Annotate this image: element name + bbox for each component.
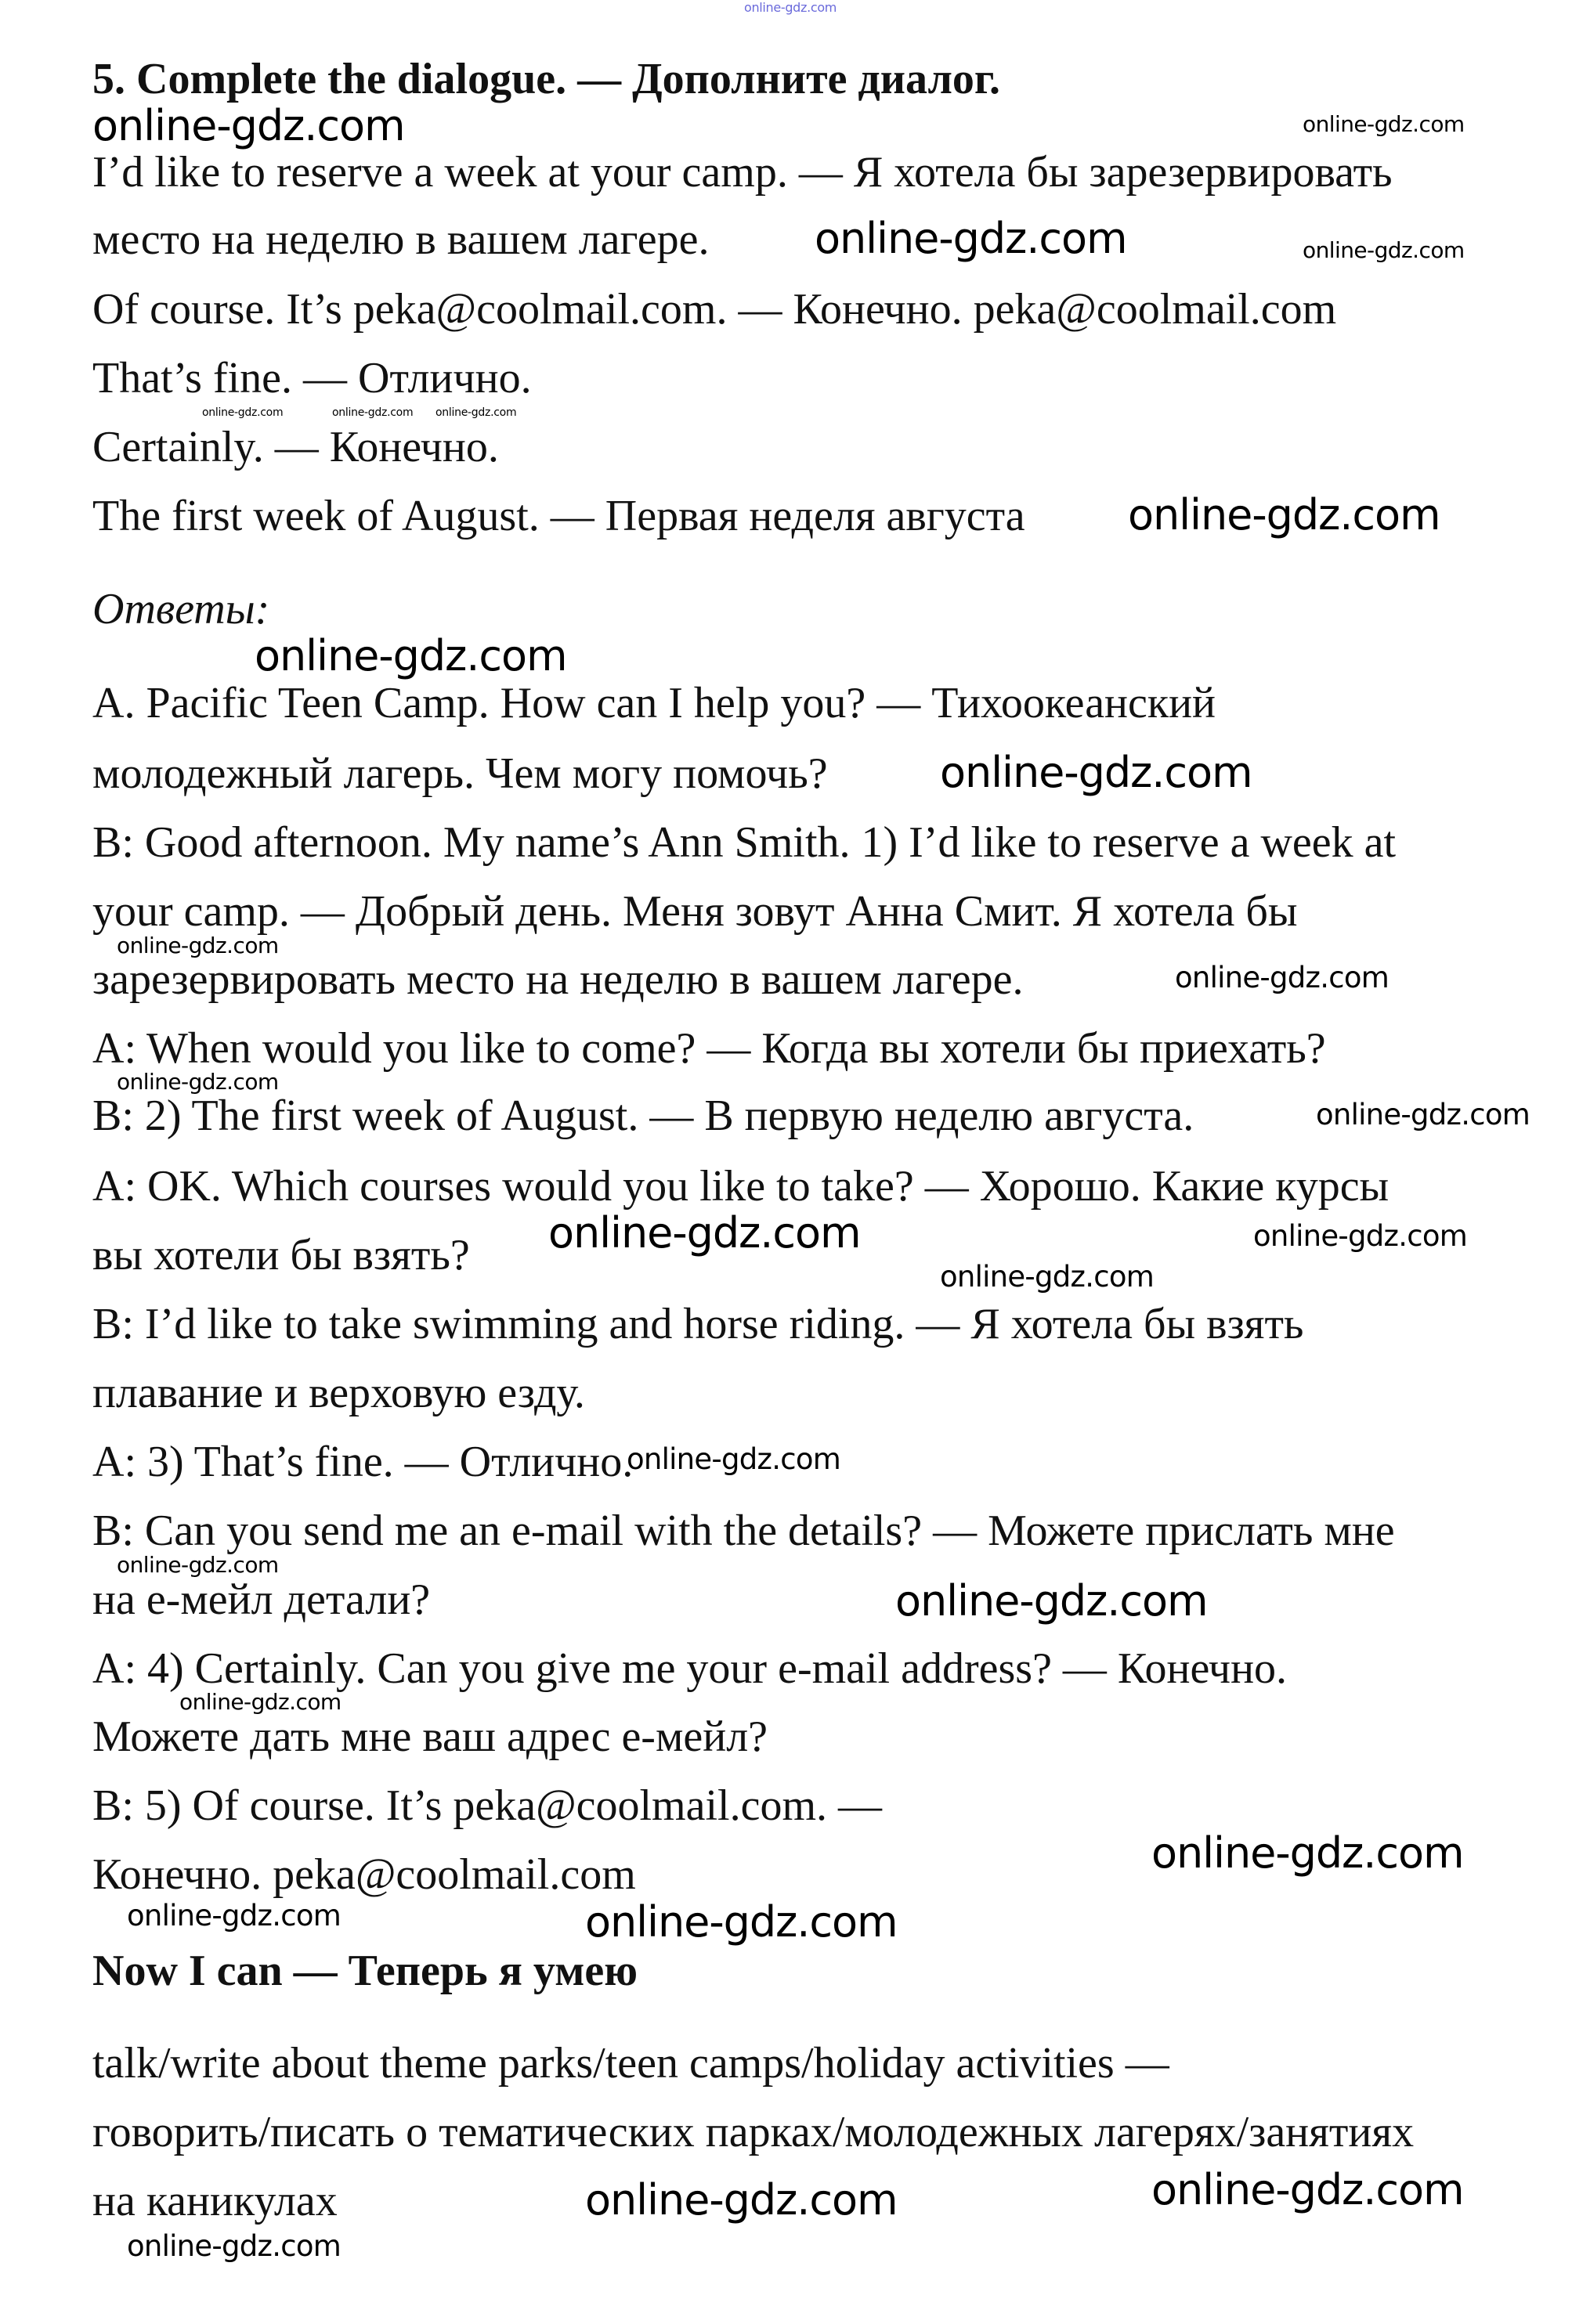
watermark: online-gdz.com [332, 406, 414, 419]
option-line: The first week of August. — Первая неделя августа [92, 492, 1025, 540]
watermark: online-gdz.com [1128, 490, 1440, 540]
answer-line: your camp. — Добрый день. Меня зовут Анна Смит. Я хотела бы [92, 887, 1298, 936]
answer-line: Конечно. peka@coolmail.com [92, 1850, 636, 1899]
watermark: online-gdz.com [1151, 2165, 1464, 2214]
task-title: 5. Complete the dialogue. — Дополните диалог. [92, 55, 1001, 103]
watermark: online-gdz.com [255, 631, 567, 680]
answer-line: Можете дать мне ваш адрес е-мейл? [92, 1712, 768, 1761]
answer-line: вы хотели бы взять? [92, 1231, 470, 1279]
watermark: online-gdz.com [548, 1208, 861, 1258]
watermark: online-gdz.com [1303, 237, 1465, 263]
now-i-can-line: на каникулах [92, 2177, 338, 2225]
watermark: online-gdz.com [940, 748, 1252, 797]
watermark: online-gdz.com [895, 1576, 1208, 1626]
watermark: online-gdz.com [744, 0, 837, 15]
answers-heading: Ответы: [92, 585, 270, 633]
watermark: online-gdz.com [585, 2175, 898, 2225]
answer-line: B: Good afternoon. My name’s Ann Smith. 1) I’d like to reserve a week at [92, 818, 1397, 867]
answer-line: плавание и верховую езду. [92, 1369, 585, 1417]
watermark: online-gdz.com [1303, 111, 1465, 137]
watermark: online-gdz.com [435, 406, 517, 419]
watermark: online-gdz.com [117, 1552, 279, 1578]
watermark: online-gdz.com [585, 1897, 898, 1947]
answer-line: B: Can you send me an e-mail with the details? — Можете прислать мне [92, 1507, 1395, 1555]
answer-line: A: OK. Which courses would you like to take? — Хорошо. Какие курсы [92, 1162, 1390, 1211]
answer-line: B: I’d like to take swimming and horse riding. — Я хотела бы взять [92, 1300, 1304, 1348]
watermark: online-gdz.com [1175, 961, 1390, 994]
watermark: online-gdz.com [627, 1442, 841, 1476]
answer-line: A. Pacific Teen Camp. How can I help you? — Тихоокеанский [92, 679, 1216, 727]
watermark: online-gdz.com [92, 101, 405, 150]
answer-line: молодежный лагерь. Чем могу помочь? [92, 749, 828, 798]
watermark: online-gdz.com [940, 1260, 1155, 1294]
answer-line: A: 3) That’s fine. — Отлично. [92, 1438, 634, 1486]
now-i-can-line: говорить/писать о тематических парках/молодежных лагерях/занятиях [92, 2108, 1415, 2156]
watermark: online-gdz.com [117, 933, 279, 958]
watermark: online-gdz.com [1253, 1219, 1468, 1253]
watermark: online-gdz.com [1151, 1828, 1464, 1878]
answer-line: зарезервировать место на неделю в вашем лагере. [92, 955, 1024, 1004]
answer-line: B: 2) The first week of August. — В первую неделю августа. [92, 1092, 1194, 1140]
answer-line: на е-мейл детали? [92, 1575, 431, 1624]
option-line: Certainly. — Конечно. [92, 423, 499, 471]
watermark: online-gdz.com [117, 1069, 279, 1095]
option-line: That’s fine. — Отлично. [92, 354, 532, 402]
watermark: online-gdz.com [179, 1689, 342, 1715]
watermark: online-gdz.com [202, 406, 284, 419]
now-i-can-line: talk/write about theme parks/teen camps/holiday activities — [92, 2039, 1169, 2088]
watermark: online-gdz.com [1316, 1098, 1530, 1131]
watermark: online-gdz.com [815, 214, 1127, 263]
option-line: Of course. It’s peka@coolmail.com. — Конечно. peka@coolmail.com [92, 285, 1337, 334]
answer-line: B: 5) Of course. It’s peka@coolmail.com. — [92, 1781, 882, 1830]
watermark: online-gdz.com [127, 2229, 342, 2263]
option-line: I’d like to reserve a week at your camp. — Я хотела бы зарезервировать [92, 148, 1393, 197]
watermark: online-gdz.com [127, 1899, 342, 1932]
now-i-can-heading: Now I can — Теперь я умею [92, 1947, 638, 1995]
answer-line: A: 4) Certainly. Can you give me your e-mail address? — Конечно. [92, 1644, 1288, 1693]
option-line: место на неделю в вашем лагере. [92, 215, 710, 264]
answer-line: A: When would you like to come? — Когда вы хотели бы приехать? [92, 1024, 1326, 1073]
